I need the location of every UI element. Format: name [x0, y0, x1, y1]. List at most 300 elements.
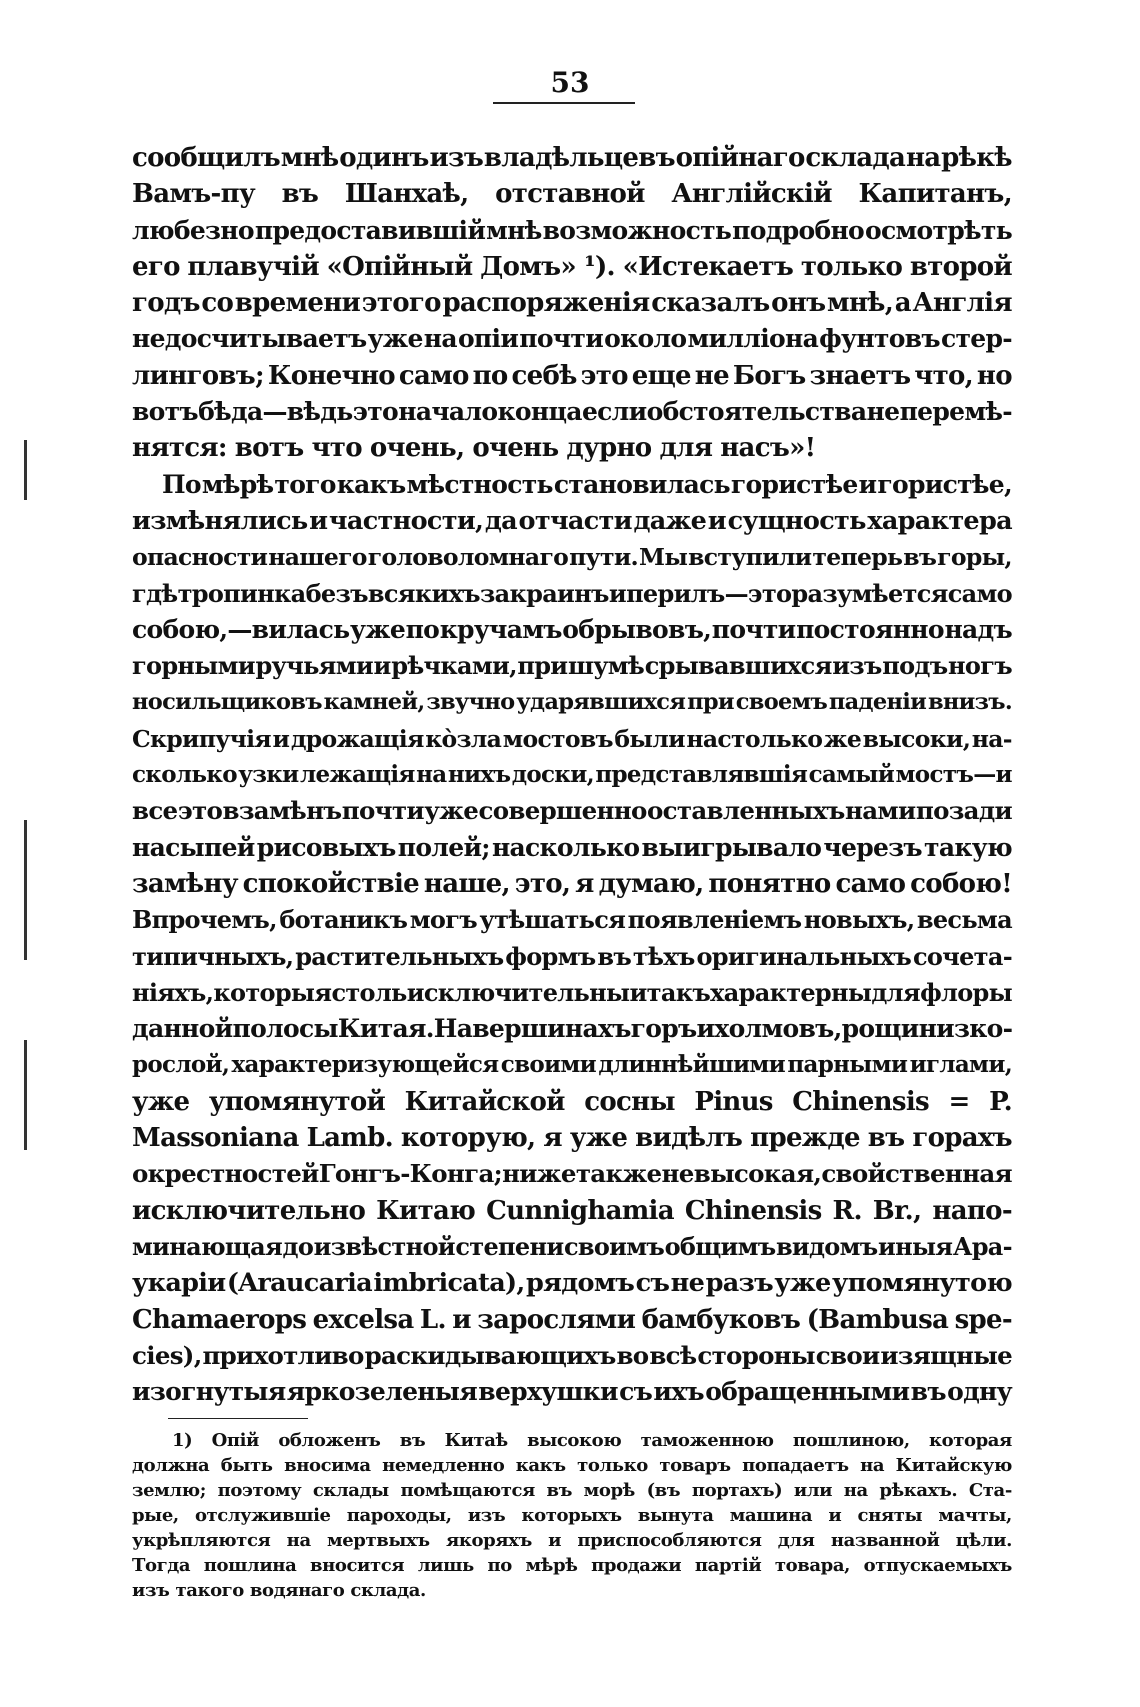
word: такъ [646, 977, 711, 1007]
word: стороны [697, 1340, 815, 1370]
word: исключительно [132, 1195, 366, 1226]
word: которую, [400, 1123, 536, 1154]
word: ниже [502, 1159, 576, 1189]
word: должна [132, 1455, 210, 1476]
word: постоянно [796, 614, 944, 644]
word: узки [238, 761, 299, 789]
word: плавучій [187, 251, 319, 282]
word: не [670, 1268, 705, 1299]
word: осмотрѣть [864, 215, 1012, 245]
word: даже [633, 505, 707, 536]
word: которая [929, 1430, 1012, 1451]
text-line [132, 830, 1012, 866]
word: рые, [132, 1505, 179, 1526]
text-line [132, 213, 1012, 249]
word: «Истекаетъ [622, 251, 794, 282]
word: появленіемъ [627, 905, 802, 935]
word: любезно [132, 215, 254, 245]
word: свои [815, 1340, 880, 1370]
word: уже [132, 1086, 190, 1117]
word: своими [500, 1051, 597, 1079]
word: высокая, [693, 1159, 822, 1189]
word: распоряженія [442, 288, 650, 319]
word: въ [903, 543, 937, 572]
word: рядомъ [525, 1268, 635, 1299]
word: по [487, 1555, 512, 1576]
word: Китайскую [895, 1455, 1012, 1476]
word: ногъ [948, 651, 1012, 681]
word: мнѣ [486, 215, 542, 245]
word: 1) [172, 1430, 193, 1451]
word: знаетъ [809, 360, 911, 391]
word: машина [729, 1505, 813, 1526]
footnote-line [132, 1453, 1012, 1478]
word: и [608, 578, 626, 608]
word: уже [367, 324, 423, 354]
word: столь [331, 977, 407, 1007]
word: высоки, [862, 724, 971, 753]
word: времени [234, 288, 361, 319]
word: партій [694, 1555, 762, 1576]
word: вносится [309, 1555, 405, 1576]
word: рѣкахъ. [879, 1480, 958, 1501]
word: Впрочемъ, [132, 905, 277, 935]
word: пути. [569, 543, 639, 572]
word: не [866, 397, 900, 427]
word: и [629, 977, 647, 1007]
word: Вамъ-пу [132, 179, 255, 210]
text-line [132, 902, 1012, 938]
word: «Опійный [326, 251, 473, 282]
word: Богъ [732, 360, 806, 391]
word: таможенною [640, 1430, 774, 1451]
word: одинъ [339, 143, 429, 173]
word: характеризующейся [231, 1051, 499, 1079]
text-line [132, 430, 1012, 466]
word: нятся: [132, 433, 227, 464]
word: для [659, 433, 713, 464]
word: Китаю [376, 1195, 476, 1226]
word: товаръ [659, 1455, 731, 1476]
text-line [132, 1011, 1012, 1047]
word: Ара- [952, 1231, 1012, 1261]
word: на [423, 324, 457, 354]
header-rule [493, 102, 635, 104]
text-line [132, 684, 1012, 720]
word: наше, [423, 868, 510, 899]
word: на [905, 143, 941, 173]
word: сущность [727, 505, 866, 536]
word: нами [845, 796, 916, 826]
word: мостовъ [502, 724, 613, 753]
word: начало [398, 397, 498, 427]
word: да [484, 505, 517, 536]
word: окрестностей [132, 1159, 319, 1189]
word: собою,—вилась [132, 614, 350, 644]
word: выигрывало [641, 832, 822, 862]
body-text [132, 140, 1012, 1410]
word: видѣлъ [635, 1123, 743, 1154]
word: почти [711, 614, 796, 644]
word: какъ [515, 1455, 566, 1476]
text-line [132, 1229, 1012, 1265]
word: разумѣется [791, 578, 948, 608]
word: оригинальныхъ [696, 941, 912, 971]
word: кòзла [425, 724, 502, 753]
word: На [433, 1014, 473, 1044]
word: насъ»! [720, 433, 816, 464]
word: Br., [872, 1195, 922, 1226]
word: новыхъ, [803, 905, 915, 935]
text-line [132, 1193, 1012, 1229]
word: видомъ [775, 1231, 878, 1261]
word: на [860, 1455, 885, 1476]
word: милліона [687, 324, 819, 354]
text-line [132, 612, 1012, 648]
word: по [472, 360, 508, 391]
margin-mark [24, 820, 27, 960]
word: представлявшія [595, 761, 808, 789]
word: характерны [710, 977, 872, 1007]
word: насыпей [132, 832, 255, 862]
word: при [517, 651, 568, 681]
word: само [835, 868, 906, 899]
word: напо- [932, 1195, 1012, 1226]
footnotes [132, 1418, 1012, 1603]
word: по [405, 614, 440, 644]
word: обложенъ [278, 1430, 381, 1451]
word: иглами, [909, 1051, 1012, 1079]
word: закраинъ [480, 578, 609, 608]
word: теперь [812, 543, 903, 572]
text-line [132, 1084, 1012, 1120]
word: и [696, 1014, 715, 1044]
word: пошлина [203, 1555, 297, 1576]
margin-mark [24, 440, 27, 500]
word: Cunnighamia [486, 1195, 674, 1226]
word: на [286, 1530, 311, 1551]
word: дурно [566, 433, 652, 464]
word: отслужившіе [194, 1505, 331, 1526]
word: Ста- [968, 1480, 1012, 1501]
word: высокою [527, 1430, 622, 1451]
word: срывавшихся [644, 651, 832, 681]
word: становилась [553, 469, 730, 499]
word: думаю, [598, 868, 704, 899]
word: упомянутой [208, 1086, 386, 1117]
word: изъ [132, 1580, 170, 1601]
word: вступили [688, 543, 812, 572]
word: взамѣнъ [222, 796, 342, 826]
word: мертвыхъ [326, 1530, 430, 1551]
text-line [132, 757, 1012, 793]
text-line [132, 1302, 1012, 1338]
word: очень, [369, 433, 465, 464]
word: всякихъ [367, 578, 480, 608]
word: лежащія [299, 761, 415, 789]
word: L. [419, 1304, 446, 1335]
word: холмовъ, [714, 1014, 842, 1044]
word: cies), [132, 1340, 202, 1370]
text-line [132, 1156, 1012, 1192]
word: сняты [857, 1505, 923, 1526]
word: сочета- [913, 941, 1012, 971]
word: опiйнаго [675, 143, 805, 173]
word: кручамъ [439, 614, 562, 644]
word: владѣльцевъ [483, 143, 675, 173]
footnote-line [132, 1578, 1012, 1603]
text-line [132, 1120, 1012, 1156]
word: само [398, 360, 469, 391]
word: полосы [232, 1014, 338, 1044]
word: опiи [457, 324, 519, 354]
word: бѣда—вѣдь [198, 397, 353, 427]
text-line [132, 721, 1012, 757]
word: носильщиковъ [132, 689, 322, 716]
word: но [976, 360, 1012, 391]
word: паденiи [828, 689, 927, 716]
word: якоряхъ [445, 1530, 532, 1551]
word: были [614, 724, 685, 753]
word: поэтому [217, 1480, 302, 1501]
text-line [132, 866, 1012, 902]
word: свойственная [821, 1159, 1012, 1189]
text-line [132, 321, 1012, 357]
word: камней, [323, 689, 425, 716]
word: внизъ. [927, 689, 1012, 716]
word: почти [341, 796, 424, 826]
word: разъ [705, 1268, 773, 1299]
word: что [311, 433, 362, 464]
word: я [575, 868, 594, 899]
word: склада. [350, 1580, 426, 1601]
word: предоставившій [254, 215, 486, 245]
word: въ [867, 1123, 905, 1154]
word: конца [497, 397, 582, 427]
word: на [416, 761, 447, 789]
word: вынута [637, 1505, 714, 1526]
word: мѣрѣ [201, 469, 274, 499]
word: если [581, 397, 647, 427]
word: такую [924, 832, 1012, 862]
word: возможность [542, 215, 732, 245]
word: насколько [491, 832, 640, 862]
word: такого [175, 1580, 244, 1601]
word: imbricata), [373, 1268, 525, 1299]
word: ихъ [653, 1377, 704, 1407]
word: формъ [505, 941, 596, 971]
word: отпускаемыхъ [863, 1555, 1012, 1576]
word: до [282, 1231, 314, 1261]
word: почти [519, 324, 604, 354]
word: Lamb. [306, 1123, 393, 1154]
page-number: 53 [550, 66, 590, 99]
word: мнѣ, [826, 288, 894, 319]
word: перилъ—это [626, 578, 792, 608]
word: того [274, 469, 336, 499]
word: второй [909, 251, 1012, 282]
word: съ [635, 1268, 670, 1299]
word: Мы [639, 543, 688, 572]
word: типичныхъ, [132, 941, 294, 971]
word: вотъ [132, 397, 198, 427]
word: позади [915, 796, 1012, 826]
word: растительныхъ [295, 941, 504, 971]
word: само [947, 578, 1012, 608]
word: на [843, 1480, 868, 1501]
word: вотъ [234, 433, 304, 464]
word: По [162, 469, 201, 499]
word: отставной [495, 179, 645, 210]
word: при [687, 689, 734, 716]
word: оставленныхъ [647, 796, 845, 826]
word: или [793, 1480, 833, 1501]
word: названной [830, 1530, 940, 1551]
word: Massoniana [132, 1123, 299, 1154]
word: гористѣе, [877, 469, 1012, 499]
word: мѣстность [406, 469, 553, 499]
text-line [132, 539, 1012, 575]
text-line [132, 939, 1012, 975]
word: себѣ [511, 360, 577, 391]
word: въ [546, 1480, 573, 1501]
word: также [575, 1159, 662, 1189]
word: пошлиною, [792, 1430, 910, 1451]
word: гористѣе [730, 469, 858, 499]
word: быть [220, 1455, 273, 1476]
word: изъ [429, 143, 484, 173]
word: которыхъ [521, 1505, 622, 1526]
text-line [132, 576, 1012, 612]
word: только [800, 251, 903, 282]
word: измѣнялись [132, 505, 308, 536]
word: характера [867, 505, 1012, 536]
word: Домъ» ¹). [480, 251, 615, 282]
word: продажи [591, 1555, 682, 1576]
word: весьма [916, 905, 1012, 935]
word: отчасти [518, 505, 632, 536]
word: доски, [511, 761, 594, 789]
word: рослой, [132, 1051, 230, 1079]
word: которыя [213, 977, 332, 1007]
word: обращенными [705, 1377, 910, 1407]
word: (въ [646, 1480, 681, 1501]
word: все [132, 796, 178, 826]
footnote-line [132, 1478, 1012, 1503]
word: вершинахъ [472, 1014, 631, 1044]
word: линговъ; [132, 360, 264, 391]
word: подъ [882, 651, 948, 681]
text-line [132, 467, 1012, 503]
word: флоры [920, 977, 1012, 1007]
word: и [858, 469, 877, 499]
word: водянаго [249, 1580, 345, 1601]
word: и [309, 505, 328, 536]
word: Китая. [337, 1014, 434, 1044]
word: и [548, 1530, 562, 1551]
text-line [132, 394, 1012, 430]
word: своимъ [563, 1231, 665, 1261]
word: верхушки [478, 1377, 618, 1407]
word: еще [631, 360, 691, 391]
word: приспособляются [577, 1530, 762, 1551]
word: морѣ [583, 1480, 635, 1501]
word: степени [455, 1231, 564, 1261]
word: во [616, 1340, 649, 1370]
word: это [580, 360, 628, 391]
word: пароходы, [346, 1505, 452, 1526]
word: уже [349, 614, 406, 644]
word: черезъ [823, 832, 922, 862]
word: это, [514, 868, 571, 899]
word: сказалъ [651, 288, 770, 319]
word: Китайской [404, 1086, 565, 1117]
word: бамбуковъ [641, 1304, 801, 1335]
word: и [828, 1505, 842, 1526]
word: рисовыхъ [256, 832, 396, 862]
word: уже [424, 796, 479, 826]
text-line [132, 176, 1012, 212]
word: перемѣ- [899, 397, 1012, 427]
word: тропинка [177, 578, 306, 608]
word: головоломнаго [367, 543, 569, 572]
word: Англійскій [671, 179, 832, 210]
text-line [132, 648, 1012, 684]
word: этого [361, 288, 441, 319]
word: на- [971, 724, 1012, 753]
word: подробно [732, 215, 865, 245]
word: въ [597, 941, 632, 971]
word: понятно [708, 868, 831, 899]
word: утѣшаться [479, 905, 626, 935]
word: замѣну [132, 868, 238, 899]
word: могъ [409, 905, 477, 935]
word: яркозеленыя [286, 1377, 477, 1407]
word: я [543, 1123, 562, 1154]
word: совершенно [478, 796, 647, 826]
word: одну [947, 1377, 1012, 1407]
word: а [894, 288, 911, 319]
word: фунтовъ [819, 324, 940, 354]
text-line [132, 1047, 1012, 1083]
word: около [604, 324, 687, 354]
word: раскидывающихъ [364, 1340, 616, 1370]
word: не [661, 1159, 694, 1189]
word: данной [132, 1014, 233, 1044]
word: Тогда [132, 1555, 191, 1576]
text-line [132, 503, 1012, 539]
text-line [132, 1374, 1012, 1410]
word: съ [619, 1377, 653, 1407]
word: (Bambusa [806, 1304, 949, 1335]
word: укрѣпляются [132, 1530, 271, 1551]
word: опасности [132, 543, 268, 572]
word: горными [132, 651, 255, 681]
word: ніяхъ, [132, 977, 214, 1007]
word: исключительны [406, 977, 630, 1007]
word: только [577, 1455, 648, 1476]
word: горахъ [912, 1123, 1012, 1154]
word: звучно [426, 689, 515, 716]
word: попадаетъ [742, 1455, 849, 1476]
word: прихотливо [202, 1340, 364, 1370]
word: сколько [132, 761, 237, 789]
word: что, [914, 360, 973, 391]
word: spe- [954, 1304, 1012, 1335]
word: извѣстной [313, 1231, 455, 1261]
text-line [132, 975, 1012, 1011]
word: P. [989, 1086, 1012, 1117]
